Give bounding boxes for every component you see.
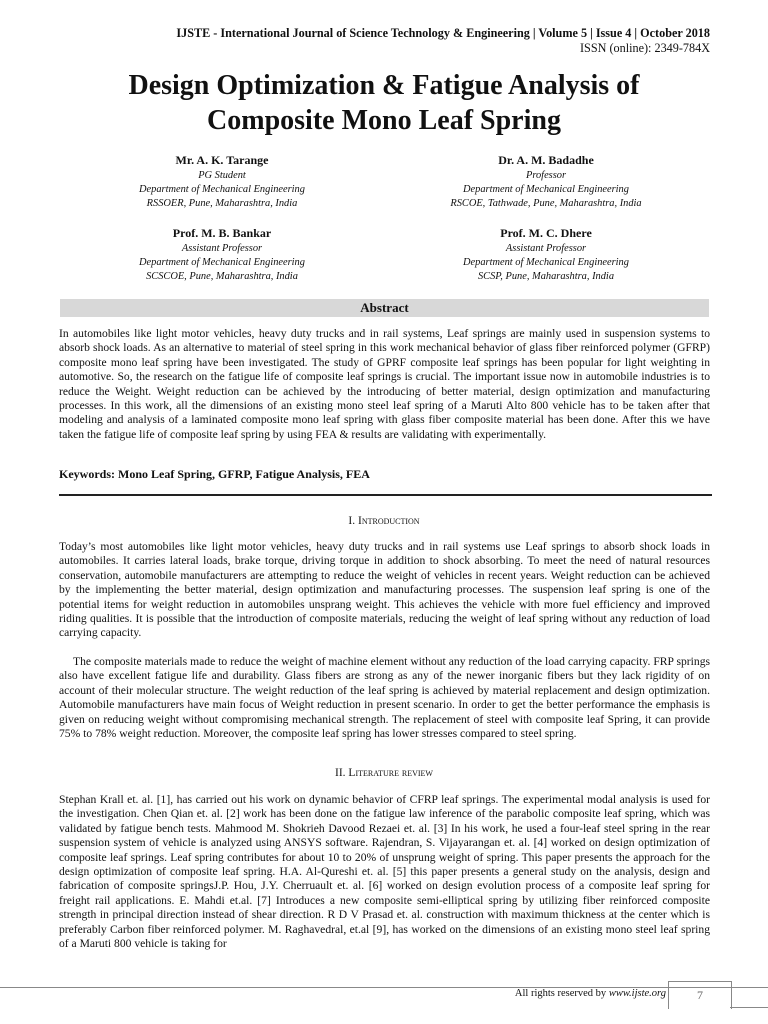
section-title: Introduction — [357, 515, 420, 527]
intro-paragraph-2: The composite materials made to reduce the weight of machine element without any reduction of the load carrying capacity. FRP springs also have excellent fatigue life and durability. Glass fibers are strong as any of the newer inorganic fibers but they lack rigidity of on account of their molecular structure. The weight reduction of the leaf spring is achieved by material replacement and design optimization. Automobile manufacturers have main focus of Weight reduction in present scenario. In order to get the better performance the emphasis is given on reducing weight without compromising mechanical strength. The replacement of steel with composite leaf Spring, it can provide 75% to 78% weight reduction. Moreover, the composite leaf spring has lower stresses compared to steel spring. — [59, 655, 710, 741]
author-block-2 — [396, 153, 696, 211]
author-name: Dr. A. M. Badadhe — [498, 153, 594, 167]
section-divider — [59, 494, 712, 496]
rights-text: All rights reserved by — [514, 988, 607, 999]
section-number: II. — [335, 767, 346, 779]
paper-title — [40, 68, 728, 138]
keywords: Keywords: Mono Leaf Spring, GFRP, Fatigue Analysis, FEA — [59, 467, 370, 481]
author-name: Prof. M. B. Bankar — [172, 226, 272, 240]
page-number: 7 — [668, 981, 732, 1009]
author-role: Assistant Professor — [505, 243, 587, 254]
author-block-1 — [72, 153, 372, 211]
footer-rights — [515, 986, 666, 1002]
author-block-4 — [396, 226, 696, 284]
issn: ISSN (online): 2349-784X — [580, 41, 710, 55]
author-department: Department of Mechanical Engineering — [463, 257, 629, 268]
author-institution: RSSOER, Pune, Maharashtra, India — [146, 198, 298, 209]
author-role: PG Student — [198, 170, 246, 181]
section-heading-introduction — [0, 514, 768, 528]
section-number: I. — [348, 515, 356, 527]
author-role: Assistant Professor — [181, 243, 263, 254]
title-line-2: Composite Mono Leaf Spring — [207, 105, 561, 136]
author-institution: SCSP, Pune, Maharashtra, India — [477, 271, 615, 282]
author-department: Department of Mechanical Engineering — [139, 184, 305, 195]
journal-name: IJSTE - International Journal of Science Technology & Engineering | Volume 5 | Issue 4 | October 2018 — [176, 26, 710, 40]
abstract-text: In automobiles like light motor vehicles, heavy duty trucks and in rail systems, Leaf springs are mainly used in suspension systems to absorb shock loads. As an alternative to material of steel spring in this work mechanical behavior of glass fiber reinforced polymer (GFRP) composite mono leaf spring have been investigated. The study of GPRF composite leaf springs has been popular for light weighting in automotive. So, the research on the fatigue life of composite leaf springs is crucial. The important issue now in automobile industries is to reduce the Weight. Weight reduction can be achieved by the introducing of better material, design optimization and manufacturing processes. In this work, all the dimensions of an existing mono steel leaf spring of a Maruti Alto 800 vehicle has to be taken after that modeling and analysis of a laminated composite mono leaf spring with glass fiber composite material has been done. After this we have taken the fatigue life of composite leaf spring by using FEA & results are validating with experimentally. — [59, 327, 710, 441]
author-name: Prof. M. C. Dhere — [500, 226, 592, 240]
author-department: Department of Mechanical Engineering — [139, 257, 305, 268]
footer-tail-line — [730, 1007, 768, 1008]
author-role: Professor — [525, 170, 567, 181]
title-line-1: Design Optimization & Fatigue Analysis of — [128, 70, 640, 101]
author-name: Mr. A. K. Tarange — [175, 153, 269, 167]
journal-header — [176, 26, 710, 56]
literature-paragraph-1: Stephan Krall et. al. [1], has carried out his work on dynamic behavior of CFRP leaf springs. The experimental modal analysis is used for the investigation. Chen Qian et. al. [2] work has been done on the fatigue law inference of the parabolic composite leaf spring, which was validated by fatigue bench tests. Mahmood M. Shokrieh Davood Rezaei et. al. [3] In his work, he used a four-leaf steel spring in the rear suspension system of vehicle is analyzed using ANSYS software. Rajendran, S. Vijayarangan et. al. [4] worked on design optimization of composite leaf springs. Leaf spring contributes for about 10 to 20% of unsprung weight of spring. This paper presents the approach for the design optimization of composite leaf spring. H.A. Al-Qureshi et. al. [5] this paper presents a general study on the analysis, design and fabrication of composite springsJ.P. Hou, J.Y. Cherruault et. al. [6] worked on design evolution process of a composite leaf spring for freight rail applications. E. Mahdi et.al. [7] Introduces a new composite semi-elliptical spring by utilizing fiber reinforced composite strength in principal direction instead of shear direction. R D V Prasad et. al. construction with maximum thickness at the center which is preferably Carbon fiber reinforced polymer. M. Raghavedral, et.al [9], has worked on the dimensions of an existing mono steel leaf spring of a Maruti 800 vehicle is taking for — [59, 793, 710, 951]
author-institution: SCSCOE, Pune, Maharashtra, India — [146, 271, 298, 282]
section-title: Literature review — [348, 767, 433, 779]
journal-website-link[interactable]: www.ijste.org — [608, 988, 666, 999]
abstract-heading: Abstract — [60, 299, 709, 317]
section-heading-literature-review — [0, 766, 768, 780]
author-institution: RSCOE, Tathwade, Pune, Maharashtra, India — [450, 198, 642, 209]
author-department: Department of Mechanical Engineering — [463, 184, 629, 195]
intro-paragraph-1: Today’s most automobiles like light motor vehicles, heavy duty trucks and in rail systems use Leaf springs to absorb shock loads in automobiles. It carries lateral loads, brake torque, driving torque in addition to shock absorbing. To meet the need of natural resources conservation, automobile manufacturers are attempting to reduce the weight of vehicles in recent years. Weight reduction can be achieved by the implementing the better material, design optimization and manufacturing processes. The suspension leaf spring is one of the potential items for weight reduction in automobiles unsprang weight. This achieves the vehicle with more fuel efficiency and improved riding qualities. It is possible that the introduction of composite materials, reducing the weight of leaf spring without any reduction of load carrying capacity. — [59, 540, 710, 640]
author-block-3 — [72, 226, 372, 284]
